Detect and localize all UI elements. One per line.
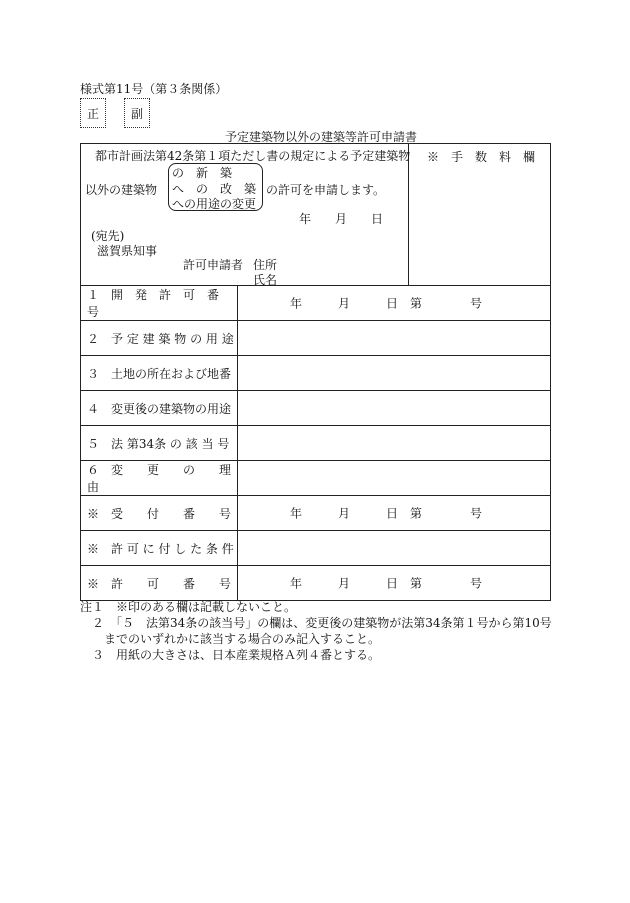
row-label: ３ 土地の所在および地番 bbox=[81, 356, 238, 391]
change-reason-field[interactable] bbox=[238, 461, 551, 496]
row-label: ※ 許 可 番 号 bbox=[81, 566, 238, 601]
permit-number-field[interactable] bbox=[238, 566, 551, 601]
changed-use-field[interactable] bbox=[238, 391, 551, 426]
application-statement-cell bbox=[81, 144, 551, 286]
duplicate-copy-box bbox=[124, 98, 150, 128]
fee-label: ※ 手 数 料 欄 bbox=[427, 150, 536, 164]
original-copy-box bbox=[80, 98, 106, 128]
row-label: ５ 法 第34条 の 該 当 号 bbox=[81, 426, 238, 461]
row-value: 年 月 日 第 号 bbox=[290, 296, 483, 311]
form-number: 様式第11号（第３条関係） bbox=[80, 82, 228, 96]
note-line: ３ 用紙の大きさは、日本産業規格Ａ列４番とする。 bbox=[80, 648, 381, 662]
receipt-number-field[interactable] bbox=[238, 496, 551, 531]
option-reconstruction: へ の 改 築 bbox=[172, 182, 257, 196]
form-title: 予定建築物以外の建築等許可申請書 bbox=[225, 130, 418, 144]
notes bbox=[80, 599, 552, 663]
original-label: 正 bbox=[86, 106, 99, 121]
note-line: 注１ ※印のある欄は記載しないこと。 bbox=[80, 600, 297, 614]
row-value: 年 月 日 第 号 bbox=[290, 506, 483, 521]
table-row bbox=[81, 461, 551, 496]
option-change-use: への用途の変更 bbox=[172, 197, 257, 211]
addressee: 滋賀県知事 bbox=[97, 244, 158, 258]
row-label: ※ 受 付 番 号 bbox=[81, 496, 238, 531]
option-new-construction: の 新 築 bbox=[172, 166, 233, 180]
table-row bbox=[81, 496, 551, 531]
row-value: 年 月 日 第 号 bbox=[290, 576, 483, 591]
table-row bbox=[81, 531, 551, 566]
table-row bbox=[81, 321, 551, 356]
land-location-field[interactable] bbox=[238, 356, 551, 391]
table-row bbox=[81, 286, 551, 321]
row-label: ４ 変更後の建築物の用途 bbox=[81, 391, 238, 426]
statement-line-2-prefix: 以外の建築物 bbox=[85, 183, 158, 197]
table-row bbox=[81, 391, 551, 426]
row-label: ６ 変 更 の 理 由 bbox=[81, 461, 238, 496]
note-line: までのいずれかに該当する場合のみ記入すること。 bbox=[80, 632, 381, 646]
table-row bbox=[81, 566, 551, 601]
article34-field[interactable] bbox=[238, 426, 551, 461]
permit-number-date[interactable] bbox=[238, 286, 551, 321]
fee-column bbox=[409, 144, 550, 285]
application-date: 年 月 日 bbox=[299, 212, 384, 226]
statement-line-1: 都市計画法第42条第１項ただし書の規定による予定建築物 bbox=[95, 149, 411, 163]
name-label: 氏名 bbox=[253, 273, 278, 287]
address-label: 住所 bbox=[253, 258, 278, 272]
table-row bbox=[81, 356, 551, 391]
table-row bbox=[81, 426, 551, 461]
applicant-label: 許可申請者 bbox=[183, 258, 244, 272]
addressee-prefix: (宛先) bbox=[91, 229, 125, 243]
row-label: ２ 予 定 建 築 物 の 用 途 bbox=[81, 321, 238, 356]
permit-conditions-field[interactable] bbox=[238, 531, 551, 566]
note-line: ２ 「５ 法第34条の該当号」の欄は、変更後の建築物が法第34条第１号から第10号 bbox=[80, 616, 552, 630]
application-form-table bbox=[80, 143, 551, 601]
planned-building-use-field[interactable] bbox=[238, 321, 551, 356]
statement-line-2-suffix: の許可を申請します。 bbox=[266, 183, 386, 197]
row-label: ※ 許 可 に 付 し た 条 件 bbox=[81, 531, 238, 566]
copy-label: 副 bbox=[130, 106, 143, 121]
row-label: １ 開 発 許 可 番 号 bbox=[81, 286, 238, 321]
